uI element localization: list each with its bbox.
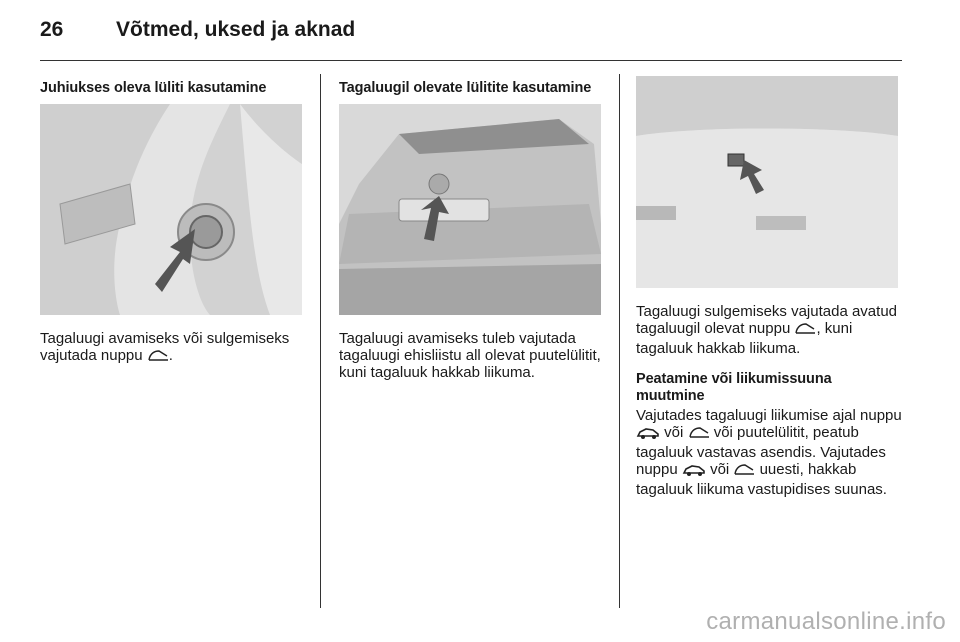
paragraph-text: uuesti, hakkab tagaluuk liikuma vastupidises suunas. <box>636 461 887 498</box>
page-number: 26 <box>40 18 64 41</box>
paragraph-text: Tagaluugi avamiseks või sulgemiseks vajutada nuppu <box>40 330 290 364</box>
door-switch-illustration <box>40 104 302 315</box>
header-rule <box>40 60 902 61</box>
paragraph-stop-reverse <box>636 407 906 498</box>
section-heading-door-switch: Juhiukses oleva lüliti kasutamine <box>40 80 267 96</box>
paragraph-end: . <box>168 347 173 364</box>
paragraph-door-switch <box>40 330 312 367</box>
paragraph-close-tailgate <box>636 303 902 357</box>
watermark: carmanualsonline.info <box>706 608 946 635</box>
car-icon <box>682 463 706 481</box>
page-title: Võtmed, uksed ja aknad <box>116 18 356 41</box>
tailgate-icon <box>794 322 816 340</box>
car-icon <box>636 426 660 444</box>
section-heading-tailgate-switches: Tagaluugil olevate lülitite kasutamine <box>339 80 592 96</box>
paragraph-text: või <box>710 461 730 478</box>
paragraph-text: Vajutades tagaluugi liikumise ajal nuppu <box>636 407 902 424</box>
subheading-stop-reverse: Peatamine või liikumissuuna muutmine <box>636 371 832 404</box>
paragraph-tailgate-switch: Tagaluugi avamiseks tuleb vajutada tagaluugi ehisliistu all olevat puutelülitit, kuni tagaluuk hakkab liikuma. <box>339 330 601 381</box>
paragraph-text: Tagaluugi sulgemiseks vajutada avatud tagaluugil olevat nuppu <box>636 303 897 337</box>
tailgate-icon <box>147 349 169 367</box>
tailgate-icon <box>733 463 755 481</box>
column-divider-1 <box>320 74 321 608</box>
page-header <box>40 12 900 52</box>
paragraph-text: või <box>664 424 684 441</box>
paragraph-end: , kuni tagaluuk hakkab liikuma. <box>636 320 853 357</box>
car-rear-tailgate-illustration <box>339 104 601 315</box>
column-divider-2 <box>619 74 620 608</box>
tailgate-inner-switch-illustration <box>636 76 898 288</box>
tailgate-icon <box>688 426 710 444</box>
paragraph-text: või puutelülitit, peatub tagaluuk vastavas asendis. Vajutades nuppu <box>636 424 886 478</box>
